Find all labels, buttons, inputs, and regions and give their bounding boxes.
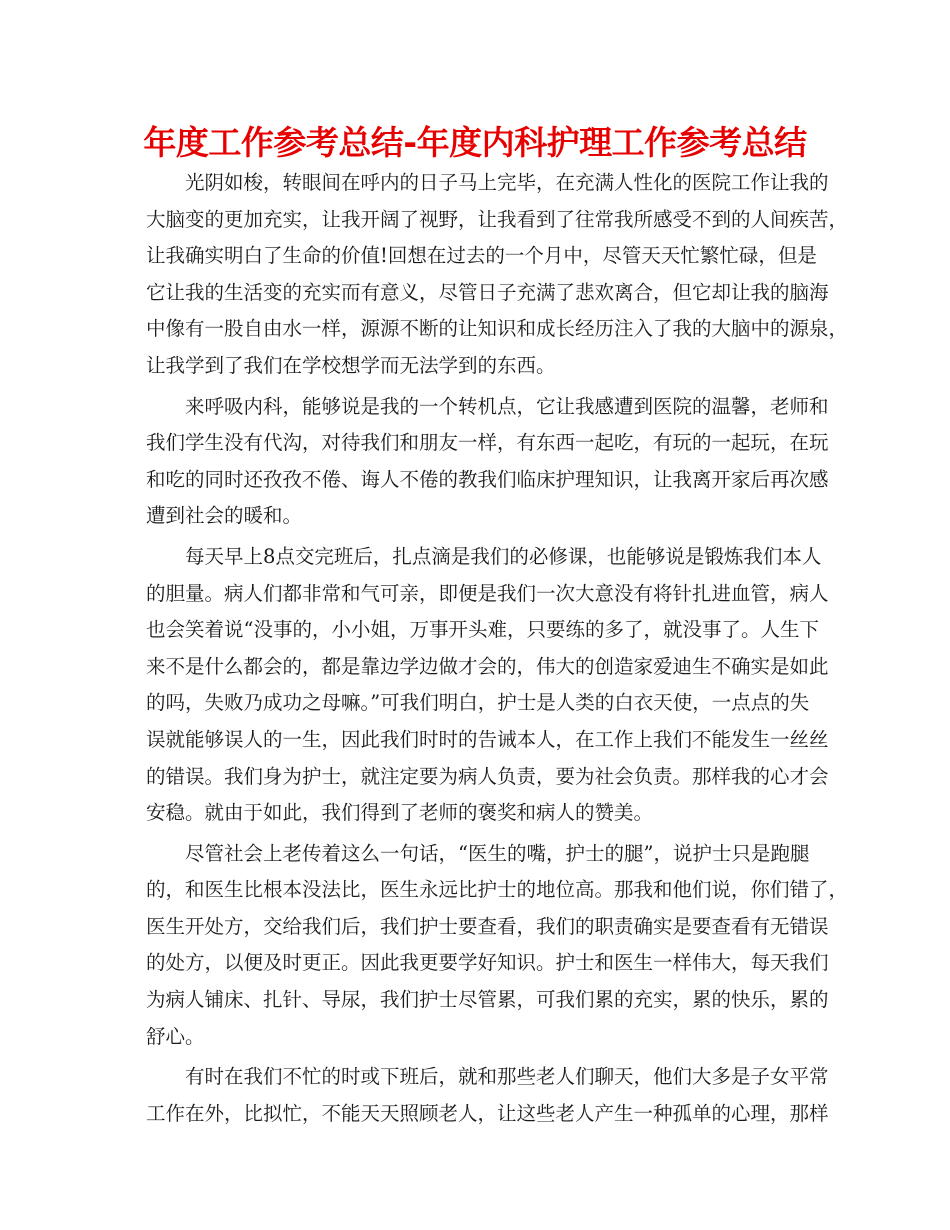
text-line: 为病人铺床、扎针、导尿，我们护士尽管累，可我们累的充实，累的快乐，累的 [146, 988, 829, 1012]
text-line: 来不是什么都会的，都是靠边学边做才会的，伟大的创造家爱迪生不确实是如此 [146, 654, 829, 678]
paragraph-3 [146, 544, 829, 837]
paragraph-2 [146, 394, 829, 540]
text-line: 它让我的生活变的充实而有意义，尽管日子充满了悲欢离合，但它却让我的脑海 [146, 280, 829, 304]
text-line: 来呼吸内科，能够说是我的一个转机点，它让我感遭到医院的温馨，老师和 [185, 394, 829, 418]
text-line: 的处方，以便及时更正。因此我更要学好知识。护士和医生一样伟大，每天我们 [146, 951, 829, 975]
paragraph-5 [146, 1064, 829, 1137]
text-line: 的吗，失败乃成功之母嘛。”可我们明白，护士是人类的白衣天使，一点点的失 [146, 691, 810, 715]
text-line: 我们学生没有代沟，对待我们和朋友一样，有东西一起吃，有玩的一起玩，在玩 [146, 431, 829, 455]
text-line: 医生开处方，交给我们后，我们护士要查看，我们的职责确实是要查看有无错误 [146, 914, 829, 938]
text-line: 的胆量。病人们都非常和气可亲，即便是我们一次大意没有将针扎进血管，病人 [146, 581, 829, 605]
text-line: 中像有一股自由水一样，源源不断的让知识和成长经历注入了我的大脑中的源泉， [146, 317, 849, 341]
text-line: 有时在我们不忙的时或下班后，就和那些老人们聊天，他们大多是子女平常 [185, 1065, 829, 1089]
text-line: 误就能够误人的一生，因此我们时时的告诫本人，在工作上我们不能发生一丝丝 [146, 727, 829, 751]
text-line: 让我确实明白了生命的价值!回想在过去的一个月中，尽管天天忙繁忙碌，但是 [146, 244, 817, 268]
text-line: 尽管社会上老传着这么一句话，“医生的嘴，护士的腿”，说护士只是跑腿 [185, 841, 810, 865]
text-line: 工作在外，比拟忙，不能天天照顾老人，让这些老人产生一种孤单的心理，那样 [146, 1101, 829, 1125]
text-line: 也会笑着说“没事的，小小姐，万事开头难，只要练的多了，就没事了。人生下 [146, 618, 819, 642]
paragraph-4 [146, 841, 849, 1061]
text-line: 每天早上8点交完班后，扎点滴是我们的必修课，也能够说是锻炼我们本人 [185, 544, 822, 568]
text-line: 光阴如梭，转眼间在呼内的日子马上完毕，在充满人性化的医院工作让我的 [185, 171, 829, 194]
text-line: 的，和医生比根本没法比，医生永远比护士的地位高。那我和他们说，你们错了， [146, 878, 849, 902]
paragraph-1 [146, 170, 849, 390]
text-line: 的错误。我们身为护士，就注定要为病人负责，要为社会负责。那样我的心才会 [146, 764, 829, 788]
text-line: 和吃的同时还孜孜不倦、诲人不倦的教我们临床护理知识，让我离开家后再次感 [146, 467, 829, 491]
document-title: 年度工作参考总结-年度内科护理工作参考总结 [143, 123, 807, 162]
text-line: 遭到社会的暖和。 [146, 504, 303, 528]
text-line: 让我学到了我们在学校想学而无法学到的东西。 [146, 353, 556, 377]
document-body [146, 170, 849, 1141]
text-line: 安稳。就由于如此，我们得到了老师的褒奖和病人的赞美。 [146, 801, 654, 825]
text-line: 舒心。 [146, 1024, 205, 1048]
text-line: 大脑变的更加充实，让我开阔了视野，让我看到了往常我所感受不到的人间疾苦， [146, 207, 849, 231]
